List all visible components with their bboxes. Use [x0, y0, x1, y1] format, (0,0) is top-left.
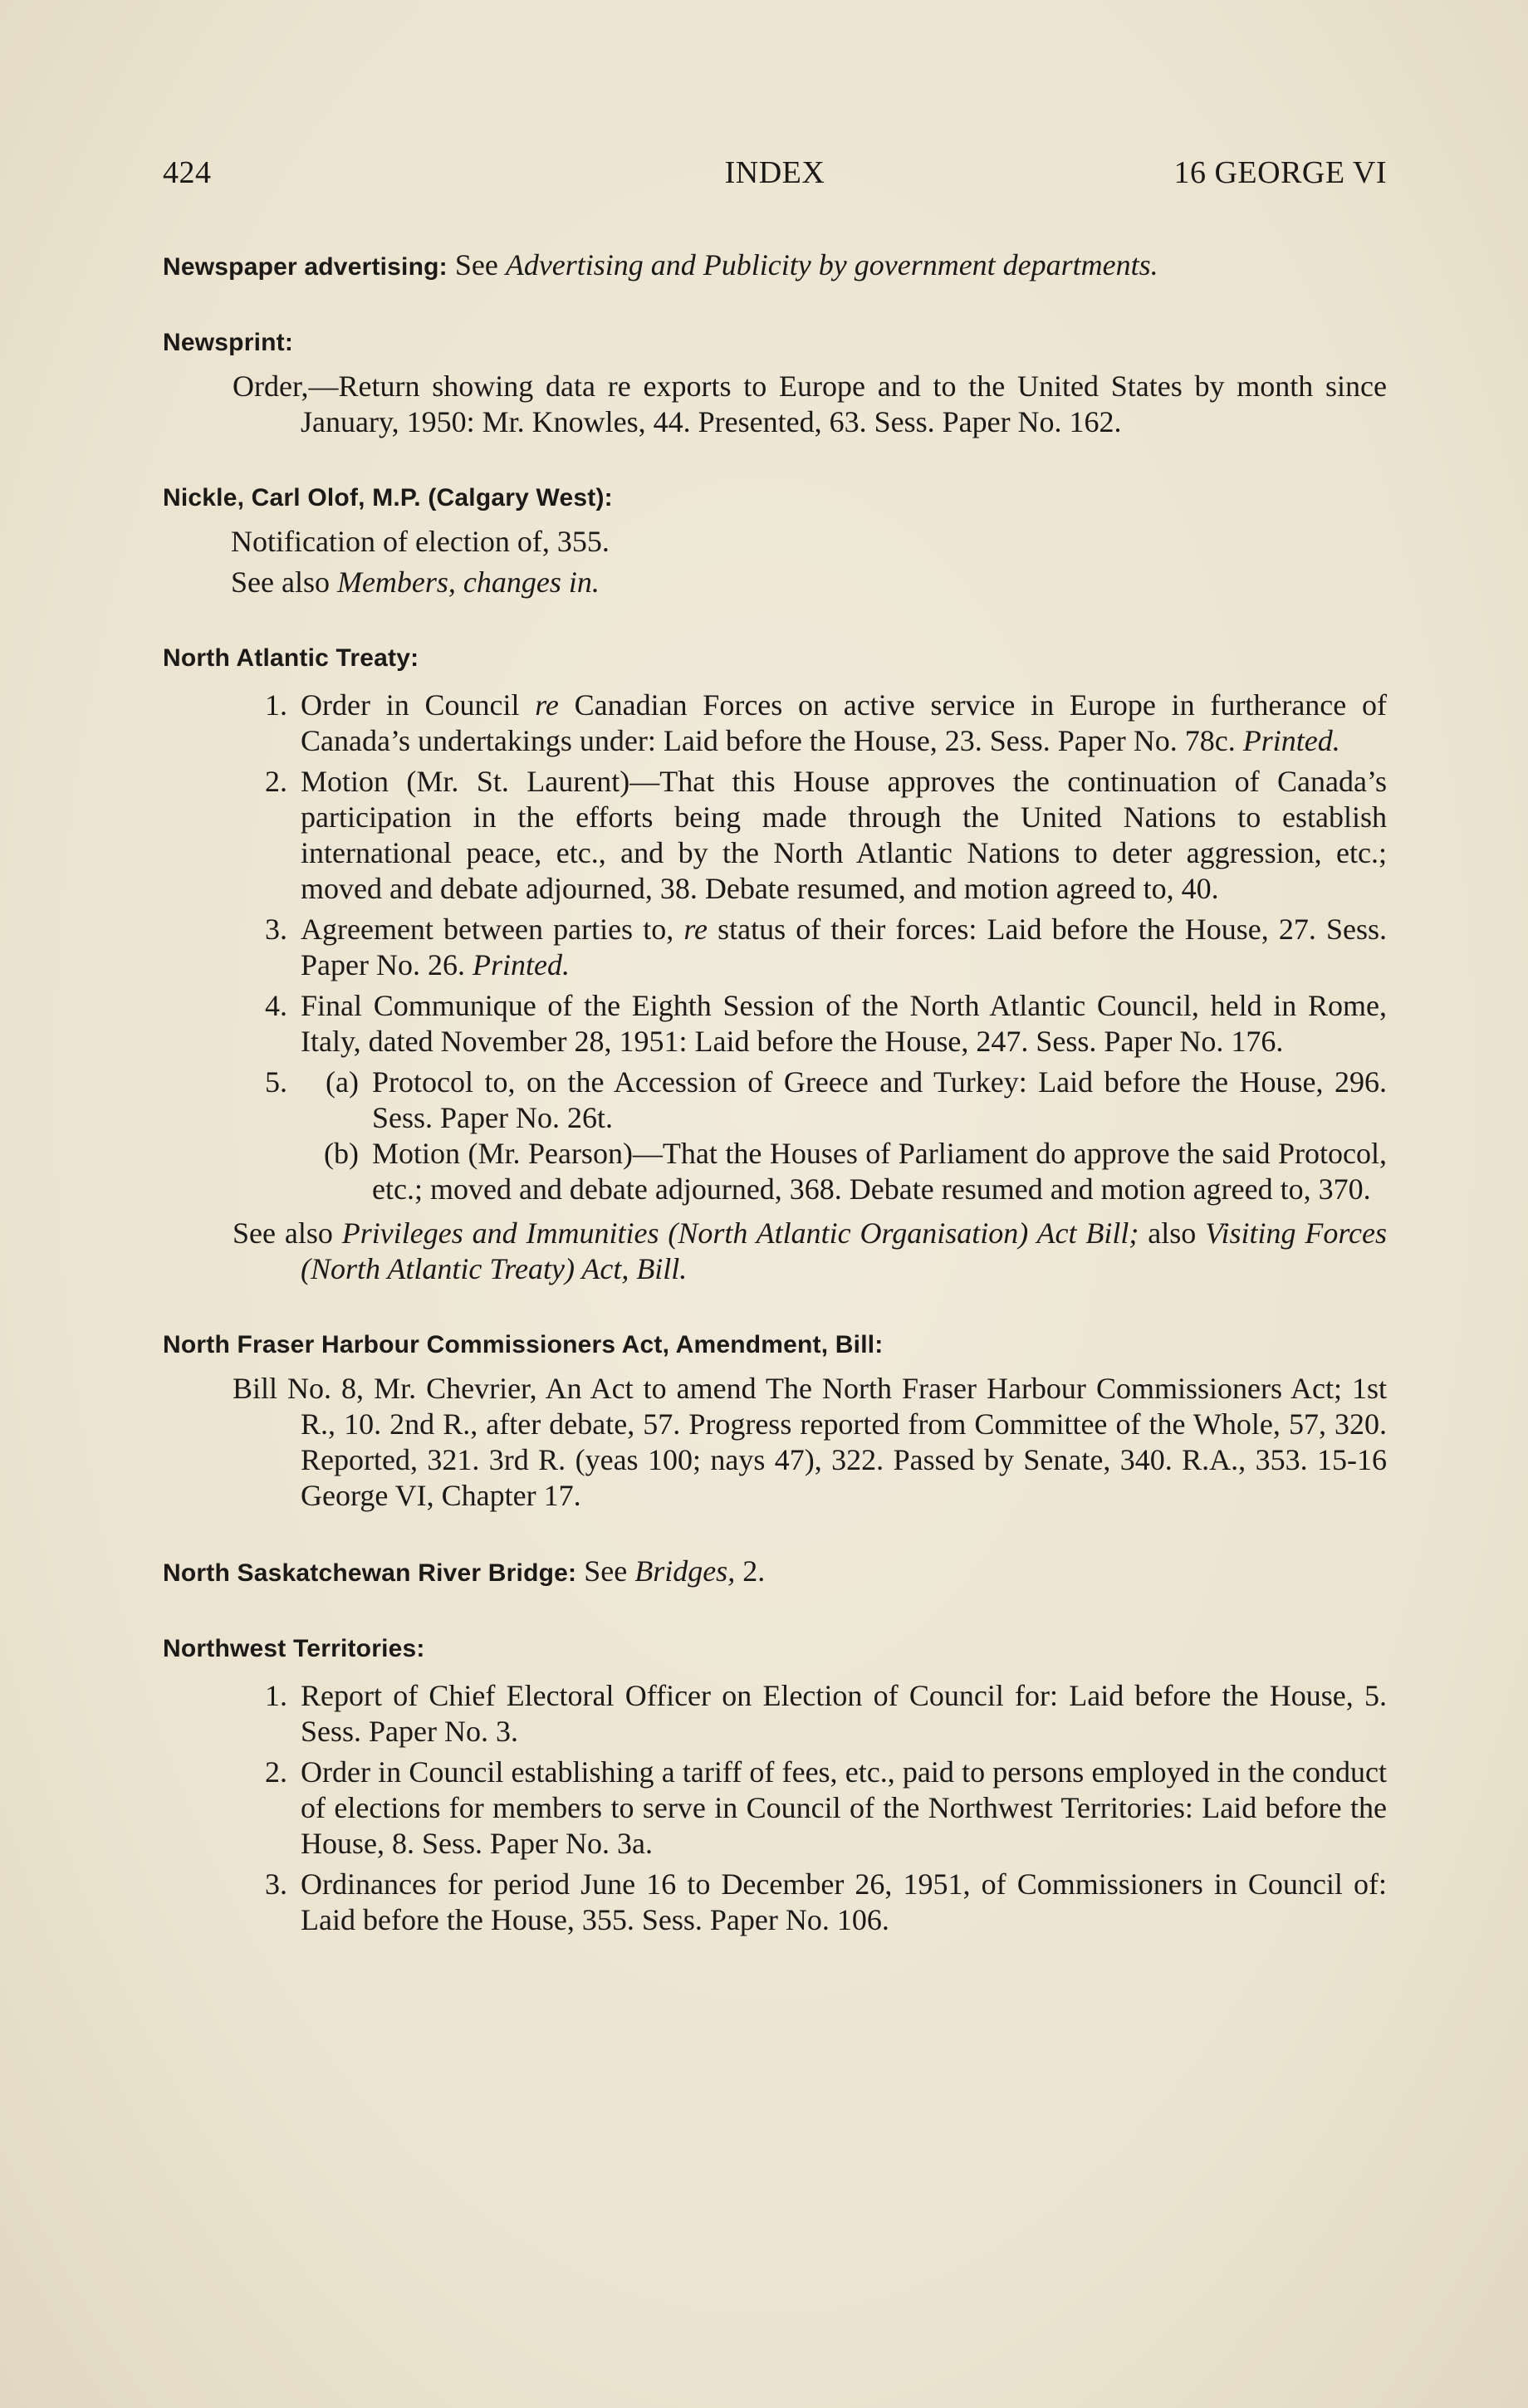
entry-heading: North Saskatchewan River Bridge:: [163, 1559, 577, 1587]
sub-item: (a) Protocol to, on the Accession of Greece and Turkey: Laid before the House, 296. Sess. Paper No. 26t.: [301, 1065, 1387, 1136]
entry-heading: Newsprint:: [163, 329, 294, 356]
entry-heading: North Fraser Harbour Commissioners Act, Amendment, Bill:: [163, 1331, 884, 1358]
index-content: [163, 247, 1387, 1978]
numbered-list: [163, 1678, 1387, 1938]
entry-nickle: [163, 480, 1387, 600]
cross-reference: Members, changes in.: [336, 565, 600, 599]
list-item: 3. Ordinances for period June 16 to December 26, 1951, of Commissioners in Council of: Laid before the House, 355. Sess. Paper No. 106.: [163, 1867, 1387, 1938]
page-title: INDEX: [724, 155, 825, 190]
cross-reference: Advertising and Publicity by government departments.: [505, 248, 1158, 281]
entry-heading: Northwest Territories:: [163, 1635, 425, 1662]
page-header: [163, 154, 1387, 201]
list-item: 3. Agreement between parties to, re status of their forces: Laid before the House, 27. Sess. Paper No. 26. Printed.: [163, 912, 1387, 983]
entry-north-saskatchewan-bridge: North Saskatchewan River Bridge: See Bridges, 2.: [163, 1554, 766, 1588]
sub-item: (b) Motion (Mr. Pearson)—That the Houses of Parliament do approve the said Protocol, etc.; moved and debate adjourned, 368. Debate resumed and motion agreed to, 370.: [301, 1136, 1387, 1207]
item-number: 5.: [265, 1065, 287, 1099]
cross-reference: Visiting Forces (North Atlantic Treaty) Act, Bill.: [301, 1216, 1388, 1285]
sub-item-label: (b): [324, 1137, 359, 1170]
entry-heading: Newspaper advertising:: [163, 253, 448, 281]
see-also: See also Privileges and Immunities (North Atlantic Organisation) Act Bill; also Visiting Forces (North Atlantic Treaty) Act, Bill.: [233, 1216, 1388, 1285]
item-number: 1.: [265, 688, 287, 722]
list-item: 1. Order in Council re Canadian Forces on active service in Europe in furtherance of Canada’s undertakings under: Laid before the House, 23. Sess. Paper No. 78c. Printed.: [163, 688, 1387, 759]
item-number: 4.: [265, 989, 287, 1022]
entry-newspaper-advertising: Newspaper advertising: See Advertising and Publicity by government departments.: [163, 248, 1158, 281]
entry-heading: North Atlantic Treaty:: [163, 644, 419, 672]
entry-text: Bill No. 8, Mr. Chevrier, An Act to amend The North Fraser Harbour Commissioners Act; 1st R., 10. 2nd R., after debate, 57. Progress reported from Committee of the Whole, 57, 320. Reported, 321. 3rd R. (yeas 100; nays 47), 322. Passed by Senate, 340. R.A., 353. 15-16 George VI, Chapter 17.: [233, 1372, 1387, 1512]
entry-text: Notification of election of, 355.: [231, 525, 610, 558]
regnal-year: 16 GEORGE VI: [1173, 155, 1387, 190]
item-number: 2.: [265, 765, 287, 798]
numbered-list: [163, 688, 1387, 1207]
entry-text: Order,—Return showing data re exports to Europe and to the United States by month since January, 1950: Mr. Knowles, 44. Presented, 63. Sess. Paper No. 162.: [233, 370, 1387, 438]
entry-newsprint: [163, 325, 1387, 440]
sub-item-label: (a): [326, 1065, 359, 1099]
entry-north-fraser-harbour: [163, 1327, 1387, 1514]
item-number: 2.: [265, 1755, 287, 1789]
list-item: 2. Order in Council establishing a tariff of fees, etc., paid to persons employed in the conduct of elections for members to serve in Council of the Northwest Territories: Laid before the House, 8. Sess. Paper No. 3a.: [163, 1755, 1387, 1862]
cross-reference: Bridges,: [634, 1554, 736, 1588]
see-also: See also Members, changes in.: [231, 565, 600, 599]
item-number: 3.: [265, 1867, 287, 1901]
list-item: [163, 1065, 1387, 1207]
entry-north-atlantic-treaty: [163, 640, 1387, 1287]
entry-northwest-territories: [163, 1631, 1387, 1938]
item-number: 1.: [265, 1679, 287, 1712]
list-item: 2. Motion (Mr. St. Laurent)—That this House approves the continuation of Canada’s participation in the efforts being made through the United Nations to establish international peace, etc., and by the North Atlantic Nations to deter aggression, etc.; moved and debate adjourned, 38. Debate resumed, and motion agreed to, 40.: [163, 764, 1387, 907]
cross-reference: Privileges and Immunities (North Atlantic Organisation) Act Bill;: [341, 1216, 1139, 1250]
list-item: 1. Report of Chief Electoral Officer on Election of Council for: Laid before the House, 5. Sess. Paper No. 3.: [163, 1678, 1387, 1750]
entry-heading: Nickle, Carl Olof, M.P. (Calgary West):: [163, 484, 613, 511]
list-item: 4. Final Communique of the Eighth Session of the North Atlantic Council, held in Rome, Italy, dated November 28, 1951: Laid before the House, 247. Sess. Paper No. 176.: [163, 988, 1387, 1060]
item-number: 3.: [265, 913, 287, 946]
page-number: 424: [163, 155, 212, 190]
